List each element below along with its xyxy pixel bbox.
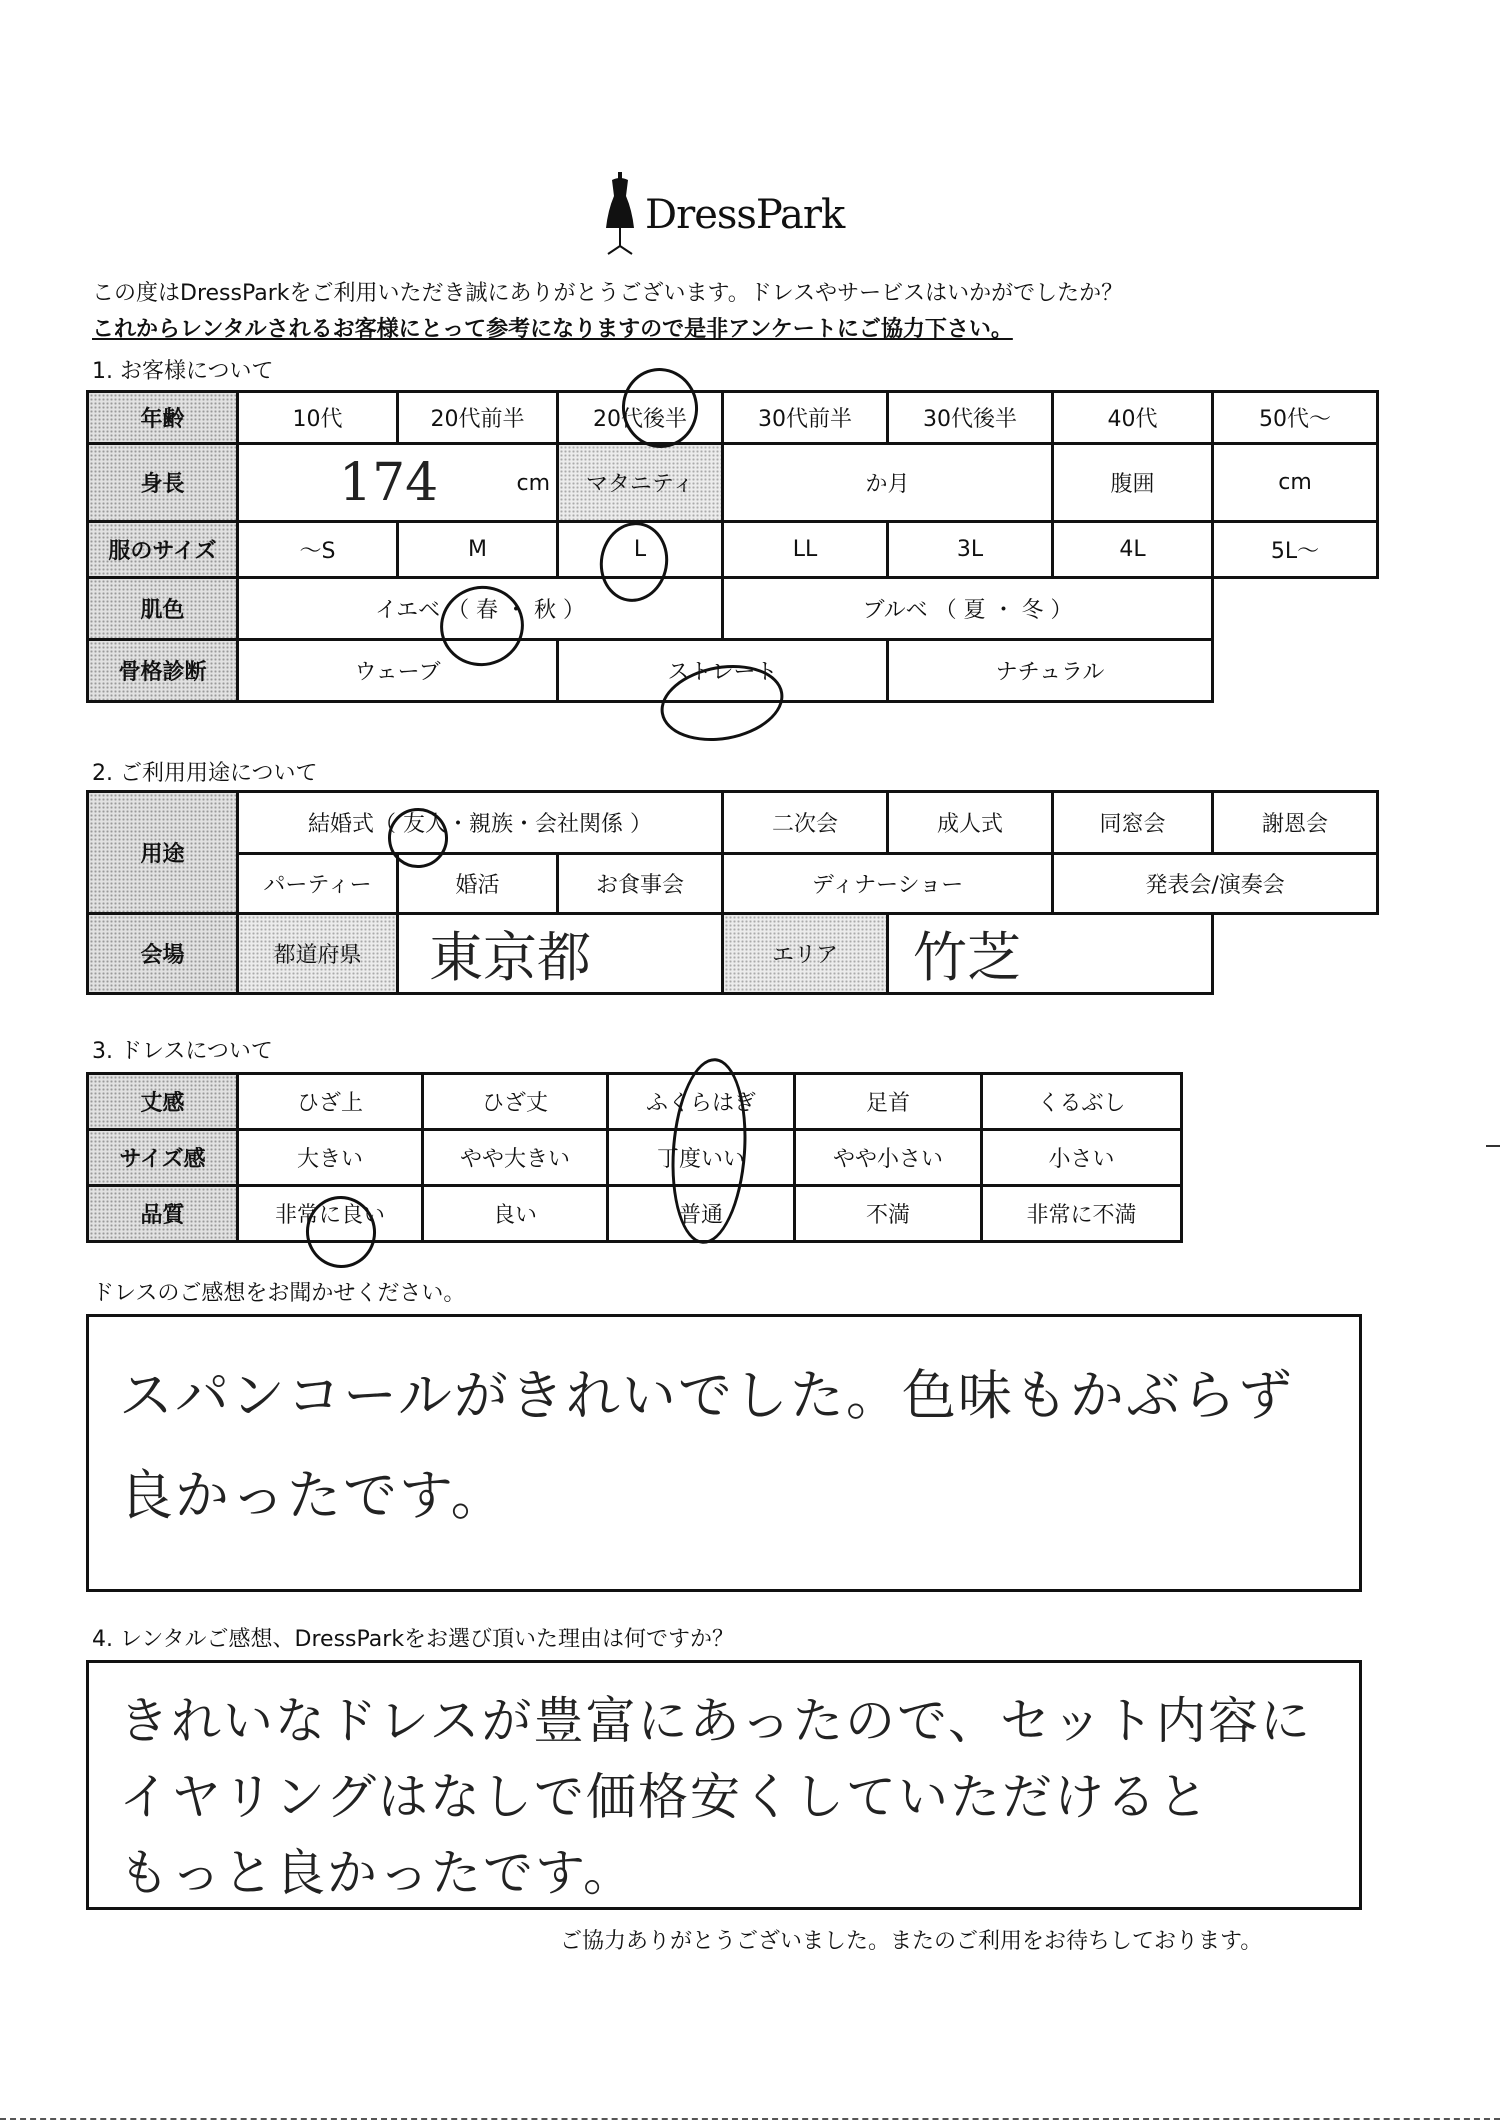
size-row	[88, 522, 1378, 578]
frame-option[interactable]: ウェーブ	[238, 640, 558, 702]
rental-comment-line: もっと良かったです。	[119, 1844, 635, 1902]
purpose-option[interactable]: 同窓会	[1053, 792, 1213, 854]
intro-request: これからレンタルされるお客様にとって参考になりますので是非アンケートにご協力下さい。	[92, 317, 1013, 342]
length-option-selected[interactable]: ふくらはぎ	[608, 1074, 795, 1130]
dress-form-icon	[600, 170, 640, 260]
section1-title: 1. お客様について	[92, 359, 274, 384]
fit-option[interactable]: やや大きい	[423, 1130, 608, 1186]
size-option[interactable]: M	[398, 522, 558, 578]
purpose-option[interactable]: 謝恩会	[1213, 792, 1378, 854]
area-value: 竹芝	[913, 926, 1022, 989]
skin-row	[88, 578, 1378, 640]
dress-comment-line: 良かったです。	[119, 1464, 507, 1527]
section3-title: 3. ドレスについて	[92, 1039, 273, 1064]
area-field[interactable]	[888, 914, 1213, 994]
prefecture-field[interactable]	[398, 914, 723, 994]
size-option[interactable]: 5L～	[1213, 522, 1378, 578]
purpose-table	[86, 790, 1379, 995]
height-label: 身長	[88, 444, 238, 522]
scan-edge	[0, 2118, 1500, 2120]
height-value: 174	[339, 453, 439, 513]
age-option[interactable]: 10代	[238, 392, 398, 444]
age-option[interactable]: 40代	[1053, 392, 1213, 444]
purpose-option[interactable]: 成人式	[888, 792, 1053, 854]
purpose-option[interactable]: 婚活	[398, 854, 558, 914]
fit-option[interactable]: 小さい	[982, 1130, 1182, 1186]
frame-option-selected[interactable]: ストレート	[558, 640, 888, 702]
purpose-option[interactable]: 発表会/演奏会	[1053, 854, 1378, 914]
purpose-label: 用途	[88, 792, 238, 914]
months-unit: か月	[865, 472, 910, 497]
length-option[interactable]: くるぶし	[982, 1074, 1182, 1130]
purpose-option[interactable]: ディナーショー	[723, 854, 1053, 914]
scan-mark	[1486, 1145, 1500, 1147]
waist-field[interactable]	[1213, 444, 1378, 522]
height-field[interactable]	[238, 444, 558, 522]
size-option[interactable]: ～S	[238, 522, 398, 578]
intro-text: この度はDressParkをご利用いただき誠にありがとうございます。ドレスやサービスはいかがでしたか？	[92, 281, 1124, 306]
quality-option-selected[interactable]: 非常に良い	[238, 1186, 423, 1242]
height-row	[88, 444, 1378, 522]
waist-unit: cm	[1278, 470, 1312, 495]
quality-option[interactable]: 良い	[423, 1186, 608, 1242]
skin-blue-option[interactable]: ブルベ （ 夏 ・ 冬 ）	[723, 578, 1213, 640]
prefecture-label: 都道府県	[238, 914, 398, 994]
maternity-months-field[interactable]	[723, 444, 1053, 522]
size-option[interactable]: LL	[723, 522, 888, 578]
length-option[interactable]: 足首	[795, 1074, 982, 1130]
rental-comment-line: イヤリングはなしで価格安くしていただけると	[119, 1768, 1210, 1826]
dress-comment-box[interactable]	[86, 1314, 1362, 1592]
size-label: 服のサイズ	[88, 522, 238, 578]
length-option[interactable]: ひざ丈	[423, 1074, 608, 1130]
purpose-wedding[interactable]: 結婚式（ 友人・親族・会社関係 ）	[238, 792, 723, 854]
quality-option[interactable]: 普通	[608, 1186, 795, 1242]
height-unit: cm	[516, 471, 550, 496]
size-option[interactable]: 4L	[1053, 522, 1213, 578]
dress-comment-line: スパンコールがきれいでした。色味もかぶらず	[119, 1364, 1294, 1427]
prefecture-value: 東京都	[429, 926, 591, 989]
size-option-selected[interactable]: L	[558, 522, 723, 578]
quality-label: 品質	[88, 1186, 238, 1242]
frame-label: 骨格診断	[88, 640, 238, 702]
skin-label: 肌色	[88, 578, 238, 640]
age-option-selected[interactable]: 20代後半	[558, 392, 723, 444]
dress-table	[86, 1072, 1183, 1243]
frame-option[interactable]: ナチュラル	[888, 640, 1213, 702]
area-label: エリア	[723, 914, 888, 994]
rental-comment-line: きれいなドレスが豊富にあったので、セット内容に	[119, 1692, 1312, 1750]
age-row	[88, 392, 1378, 444]
age-option[interactable]: 50代～	[1213, 392, 1378, 444]
maternity-label: マタニティ	[558, 444, 723, 522]
length-label: 丈感	[88, 1074, 238, 1130]
fit-option[interactable]: 大きい	[238, 1130, 423, 1186]
fit-option[interactable]: やや小さい	[795, 1130, 982, 1186]
rental-comment-box[interactable]	[86, 1660, 1362, 1910]
age-option[interactable]: 30代後半	[888, 392, 1053, 444]
quality-option[interactable]: 不満	[795, 1186, 982, 1242]
quality-option[interactable]: 非常に不満	[982, 1186, 1182, 1242]
fit-option-selected[interactable]: 丁度いい	[608, 1130, 795, 1186]
dress-comment-prompt: ドレスのご感想をお聞かせください。	[92, 1281, 466, 1306]
skin-yellow-option[interactable]: イエベ （ 春 ・ 秋 ）	[238, 578, 723, 640]
purpose-option[interactable]: パーティー	[238, 854, 398, 914]
section2-title: 2. ご利用用途について	[92, 761, 318, 786]
age-option[interactable]: 30代前半	[723, 392, 888, 444]
size-option[interactable]: 3L	[888, 522, 1053, 578]
brand-name: DressPark	[645, 192, 845, 238]
purpose-option[interactable]: お食事会	[558, 854, 723, 914]
thanks-text: ご協力ありがとうございました。またのご利用をお待ちしております。	[560, 1929, 1263, 1954]
venue-label: 会場	[88, 914, 238, 994]
age-label: 年齢	[88, 392, 238, 444]
customer-table	[86, 390, 1379, 703]
brand-logo	[600, 170, 900, 260]
purpose-option[interactable]: 二次会	[723, 792, 888, 854]
age-option[interactable]: 20代前半	[398, 392, 558, 444]
section4-title: 4. レンタルご感想、DressParkをお選び頂いた理由は何ですか？	[92, 1627, 735, 1652]
length-option[interactable]: ひざ上	[238, 1074, 423, 1130]
fit-label: サイズ感	[88, 1130, 238, 1186]
waist-label: 腹囲	[1053, 444, 1213, 522]
